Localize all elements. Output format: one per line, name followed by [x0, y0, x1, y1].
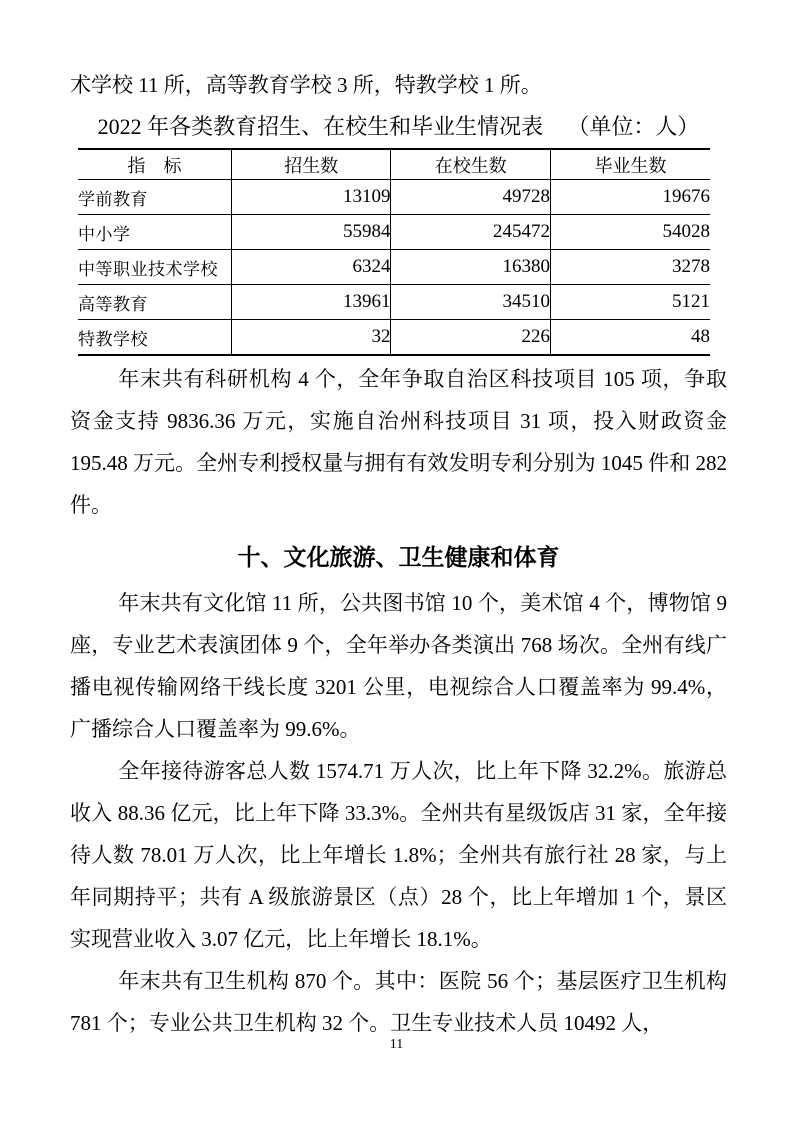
header-indicator: 指 标	[78, 149, 231, 180]
paragraph-culture-broadcast: 年末共有文化馆 11 所，公共图书馆 10 个，美术馆 4 个，博物馆 9 座，专业艺术表演团体 9 个，全年举办各类演出 768 场次。全州有线广播电视传输网络干线长度 3201 公里，电视综合人口覆盖率为 99.4%，广播综合人口覆盖率为 99.6%。	[70, 591, 727, 741]
paragraph-tourism: 全年接待游客总人数 1574.71 万人次，比上年下降 32.2%。旅游总收入 88.36 亿元，比上年下降 33.3%。全州共有星级饭店 31 家，全年接待人数 78.01 万人次，比上年增长 1.8%；全州共有旅行社 28 家，与上年同期持平；共有 A 级旅游景区（点）28 个，比上年增加 1 个，景区实现营业收入 3.07 亿元，比上年增长 18.1%。	[70, 759, 727, 951]
table-cell: 32	[231, 320, 391, 356]
table-unit-label: （单位：人）	[567, 114, 700, 139]
header-graduates: 毕业生数	[550, 149, 710, 180]
table-cell: 13109	[231, 180, 391, 215]
page-number: 11	[389, 1037, 404, 1052]
table-cell: 245472	[391, 215, 551, 250]
table-cell: 5121	[550, 285, 710, 320]
education-statistics-table	[78, 148, 710, 356]
table-title	[70, 106, 727, 148]
section-heading-culture-tourism-health-sports: 十、文化旅游、卫生健康和体育	[237, 544, 560, 570]
continuation-text-line: 术学校 11 所，高等教育学校 3 所，特教学校 1 所。	[70, 73, 542, 97]
table-row-special-education	[78, 320, 710, 356]
table-cell: 6324	[231, 250, 391, 285]
table-cell: 49728	[391, 180, 551, 215]
table-cell: 16380	[391, 250, 551, 285]
row-label: 学前教育	[78, 180, 231, 215]
row-label: 高等教育	[78, 285, 231, 320]
table-cell: 19676	[550, 180, 710, 215]
table-header-row	[78, 149, 710, 180]
table-cell: 13961	[231, 285, 391, 320]
row-label: 中等职业技术学校	[78, 250, 231, 285]
header-students: 在校生数	[391, 149, 551, 180]
table-cell: 226	[391, 320, 551, 356]
table-cell: 55984	[231, 215, 391, 250]
table-cell: 48	[550, 320, 710, 356]
paragraph-science-technology: 年末共有科研机构 4 个，全年争取自治区科技项目 105 项，争取资金支持 9836.36 万元，实施自治州科技项目 31 项，投入财政资金 195.48 万元。全州专利授权量与拥有有效发明专利分别为 1045 件和 282 件。	[70, 367, 727, 517]
row-label: 中小学	[78, 215, 231, 250]
table-row-higher-education	[78, 285, 710, 320]
table-cell: 54028	[550, 215, 710, 250]
header-enrollment: 招生数	[231, 149, 391, 180]
row-label: 特教学校	[78, 329, 148, 349]
paragraph-health-institutions: 年末共有卫生机构 870 个。其中：医院 56 个；基层医疗卫生机构 781 个；专业公共卫生机构 32 个。卫生专业技术人员 10492 人，	[70, 969, 727, 1035]
table-cell: 3278	[550, 250, 710, 285]
table-row-vocational	[78, 250, 710, 285]
table-cell: 34510	[391, 285, 551, 320]
table-title-text: 2022 年各类教育招生、在校生和毕业生情况表	[97, 114, 544, 139]
table-row-preschool	[78, 180, 710, 215]
table-row-primary-secondary	[78, 215, 710, 250]
